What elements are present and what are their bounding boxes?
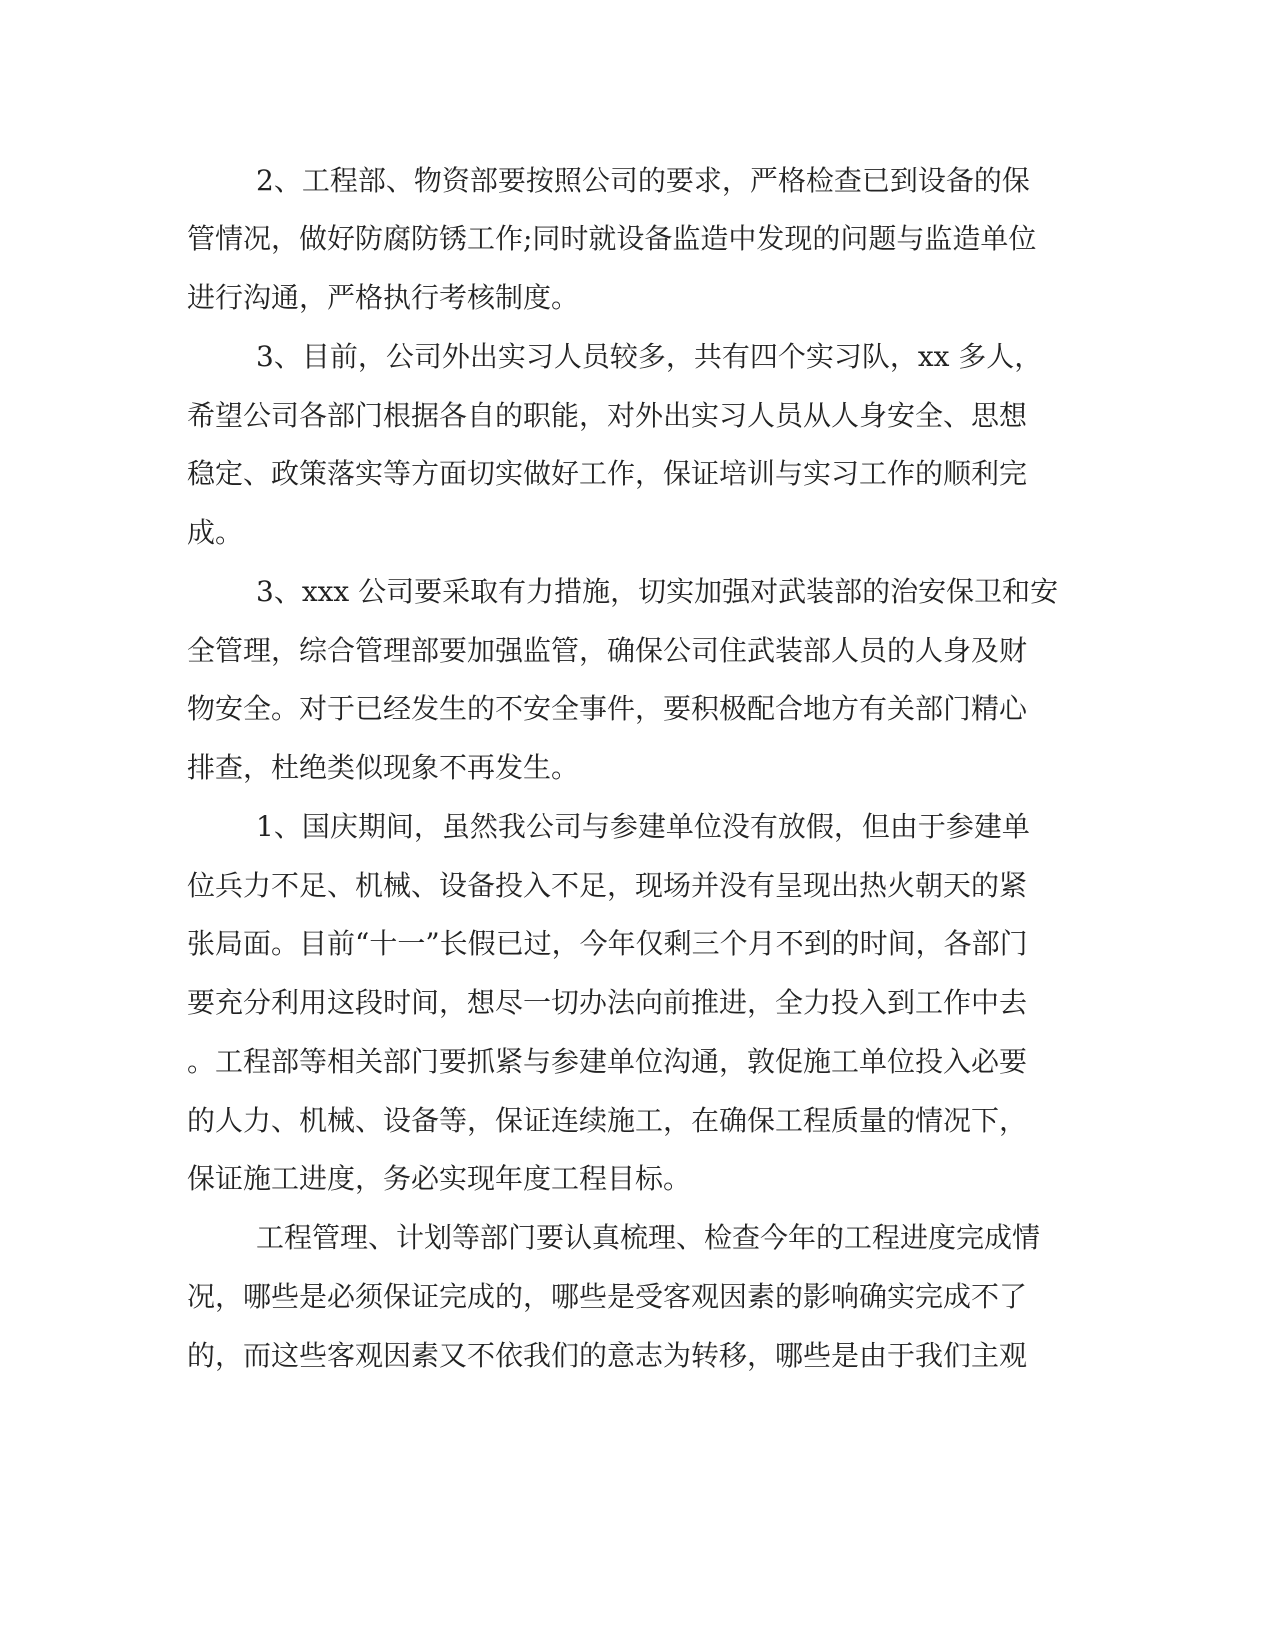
- paragraph-line: 的人力、机械、设备等，保证连续施工，在确保工程质量的情况下，: [187, 1104, 1028, 1137]
- paragraph-line: 要充分利用这段时间，想尽一切办法向前推进，全力投入到工作中去: [187, 986, 1028, 1019]
- paragraph-line: 工程管理、计划等部门要认真梳理、检查今年的工程进度完成情: [256, 1221, 1041, 1254]
- paragraph-line: 的，而这些客观因素又不依我们的意志为转移，哪些是由于我们主观: [187, 1339, 1028, 1372]
- paragraph-line: 位兵力不足、机械、设备投入不足，现场并没有呈现出热火朝天的紧: [187, 869, 1028, 902]
- paragraph-line: 排查，杜绝类似现象不再发生。: [187, 751, 580, 784]
- paragraph-line: 2、工程部、物资部要按照公司的要求，严格检查已到设备的保: [256, 164, 1030, 197]
- paragraph-line: 3、xxx 公司要采取有力措施，切实加强对武装部的治安保卫和安: [256, 575, 1059, 608]
- paragraph-line: 物安全。对于已经发生的不安全事件，要积极配合地方有关部门精心: [187, 692, 1028, 725]
- paragraph-line: 况，哪些是必须保证完成的，哪些是受客观因素的影响确实完成不了: [187, 1280, 1028, 1313]
- paragraph-line: 管情况，做好防腐防锈工作;同时就设备监造中发现的问题与监造单位: [187, 222, 1037, 255]
- paragraph-line: 张局面。目前“十一”长假已过，今年仅剩三个月不到的时间，各部门: [187, 927, 1028, 960]
- paragraph-line: 1、国庆期间，虽然我公司与参建单位没有放假，但由于参建单: [256, 810, 1030, 843]
- paragraph-line: 3、目前，公司外出实习人员较多，共有四个实习队，xx 多人，: [256, 340, 1043, 373]
- paragraph-line: 进行沟通，严格执行考核制度。: [187, 281, 580, 314]
- paragraph-line: 成。: [187, 516, 244, 549]
- paragraph-line: 希望公司各部门根据各自的职能，对外出实习人员从人身安全、思想: [187, 399, 1028, 432]
- paragraph-line: 稳定、政策落实等方面切实做好工作，保证培训与实习工作的顺利完: [187, 457, 1028, 490]
- paragraph-line: 。工程部等相关部门要抓紧与参建单位沟通，敦促施工单位投入必要: [187, 1045, 1028, 1078]
- paragraph-line: 全管理，综合管理部要加强监管，确保公司住武装部人员的人身及财: [187, 634, 1028, 667]
- paragraph-line: 保证施工进度，务必实现年度工程目标。: [187, 1162, 692, 1195]
